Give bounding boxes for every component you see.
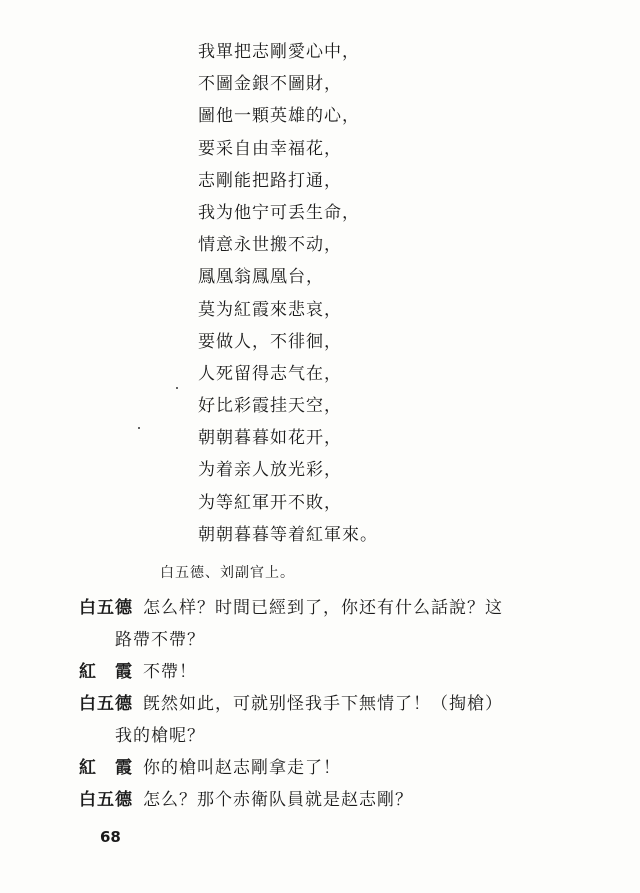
speech-text: 不帶！ — [143, 662, 197, 682]
stage-direction: 白五德、刘副官上。 — [160, 565, 295, 581]
verse-line: 圖他一顆英雄的心， — [198, 106, 360, 127]
verse-block — [198, 36, 378, 551]
verse-line: 不圖金銀不圖財， — [198, 74, 342, 95]
speaker-name: 白五德 — [79, 790, 133, 810]
stage-note: （掏槍） — [431, 694, 503, 714]
ink-speck — [176, 387, 178, 389]
verse-line: 鳳凰翁鳳凰台， — [198, 267, 324, 288]
verse-line: 莫为紅霞來悲哀， — [198, 299, 342, 320]
verse-line: 朝朝暮暮如花开， — [198, 428, 342, 449]
speaker-name: 白五德 — [79, 598, 133, 618]
dialogue-line — [79, 784, 579, 816]
verse-line: 情意永世搬不动， — [198, 235, 342, 256]
dialogue-block — [79, 592, 579, 816]
speech-continuation: 我的槍呢？ — [115, 726, 205, 746]
verse-line: 人死留得志气在， — [198, 363, 342, 384]
dialogue-line — [79, 752, 579, 784]
verse-line: 为等紅軍开不敗， — [198, 492, 342, 513]
verse-line: 志剛能把路打通， — [198, 170, 342, 191]
speaker-name: 紅 霞 — [79, 662, 133, 682]
speech-text: 怎么？那个赤衛队員就是赵志剛？ — [143, 790, 413, 810]
verse-line: 为着亲人放光彩， — [198, 460, 342, 481]
speaker-name: 紅 霞 — [79, 758, 133, 778]
speech-continuation: 路帶不帶？ — [115, 630, 205, 650]
verse-line: 我單把志剛愛心中， — [198, 42, 360, 62]
speech-text: 旣然如此，可就别怪我手下無情了！ — [143, 694, 431, 714]
verse-line: 要做人，不徘徊， — [198, 331, 342, 352]
verse-line: 要采自由幸福花， — [198, 138, 342, 159]
verse-line: 我为他宁可丢生命， — [198, 202, 360, 223]
dialogue-line — [79, 656, 579, 688]
speech-text: 你的槍叫赵志剛拿走了！ — [143, 758, 341, 778]
ink-speck — [138, 427, 140, 429]
verse-line: 朝朝暮暮等着紅軍來。 — [198, 524, 378, 545]
speech-text: 怎么样？时間已經到了，你还有什么話說？这 — [143, 598, 503, 618]
dialogue-line — [79, 592, 579, 624]
dialogue-line — [79, 688, 579, 720]
speaker-name: 白五德 — [79, 694, 133, 714]
page-number: 68 — [100, 828, 121, 846]
verse-line: 好比彩霞挂天空， — [198, 396, 342, 417]
